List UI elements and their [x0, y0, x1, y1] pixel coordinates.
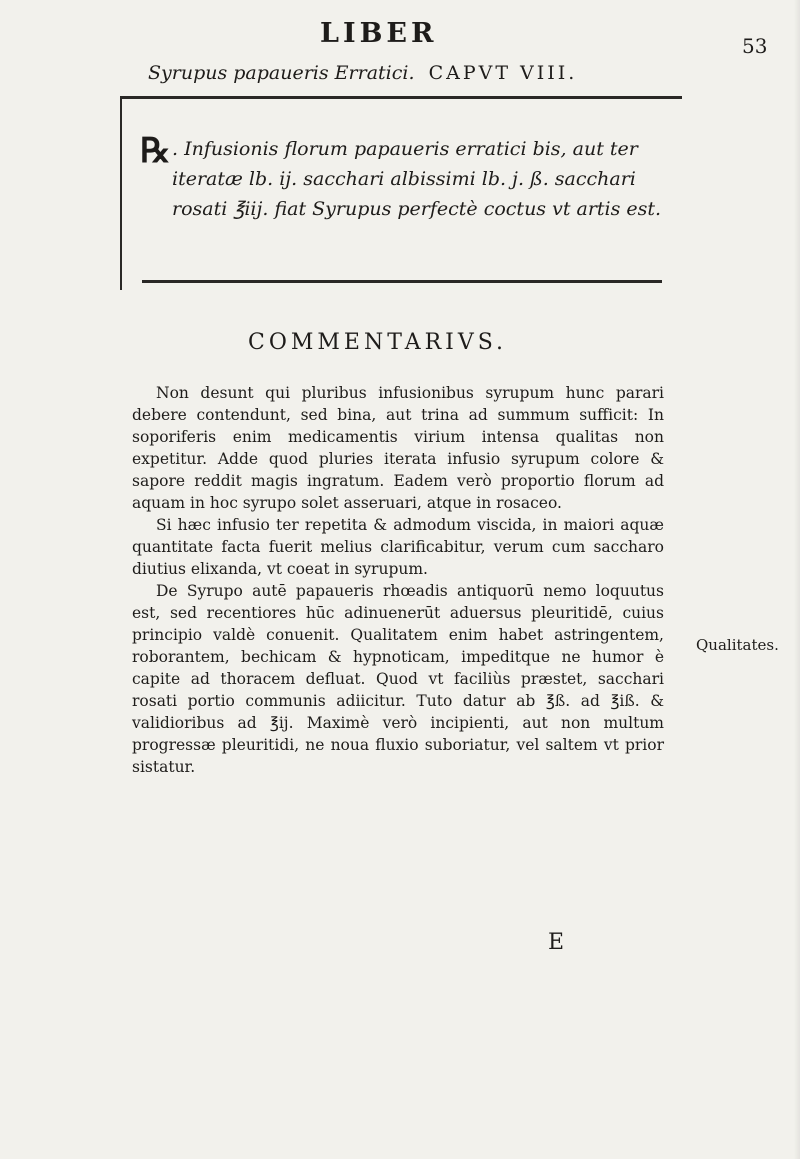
recipe-text: . Infusionis florum papaueris erratici bis, aut ter iteratæ lb. ij. sacchari albissimi lb. j. ß. sacchari rosati ℥iij. fiat Syrupus perfectè coctus vt artis est. [172, 138, 662, 220]
commentary-heading: COMMENTARIVS. [248, 330, 508, 355]
commentary-paragraph-1: Non desunt qui pluribus infusionibus syrupum hunc parari debere contendunt, sed bina, aut trina ad summum sufficit: In soporiferis enim medicamentis virium intensa qualitas non expetitur. Adde quod pluries iterata infusio syrupum colore & sapore reddit magis ingratum. Eadem verò proportio florum ad aquam in hoc syrupo solet asseruari, atque in rosaceo. [132, 384, 664, 512]
running-title: LIBER [320, 18, 438, 49]
commentary-paragraph-2: Si hæc infusio ter repetita & admodum viscida, in maiori aquæ quantitate facta fuerit melius clarificabitur, verum cum saccharo diutius elixanda, vt coeat in syrupum. [132, 516, 664, 578]
running-head [0, 8, 800, 58]
recipe-bottom-rule [142, 280, 662, 283]
signature-mark: E [548, 930, 565, 955]
page-number: 53 [742, 34, 768, 58]
recipe-block [140, 131, 670, 264]
recipe-top-rule [122, 96, 682, 99]
margin-note: Qualitates. [696, 636, 779, 654]
commentary-paragraph-3: De Syrupo autē papaueris rhœadis antiquorū nemo loquutus est, sed recentiores hūc adinuenerūt aduersus pleuritidē, cuius principio valdè conuenit. Qualitatem enim habet astringentem, roborantem, bechicam & hypnoticam, impeditque ne humor è capite ad thoracem defluat. Quod vt faciliùs præstet, sacchari rosati portio communis adiicitur. Tuto datur ab ℥ß. ad ℥iß. & validioribus ad ℥ij. Maximè verò incipienti, aut non multum progressæ pleuritidi, ne noua fluxio suboriatur, vel saltem vt prior sistatur. [132, 582, 664, 776]
recipe-rx-icon: ℞ [140, 131, 171, 171]
chapter-label: CAPVT VIII. [428, 62, 578, 84]
recipe-frame [120, 96, 682, 290]
chapter-heading [148, 62, 577, 84]
paper-edge [794, 0, 800, 1159]
commentary-body [132, 382, 664, 778]
chapter-subject: Syrupus papaueris Erratici. [148, 62, 415, 84]
